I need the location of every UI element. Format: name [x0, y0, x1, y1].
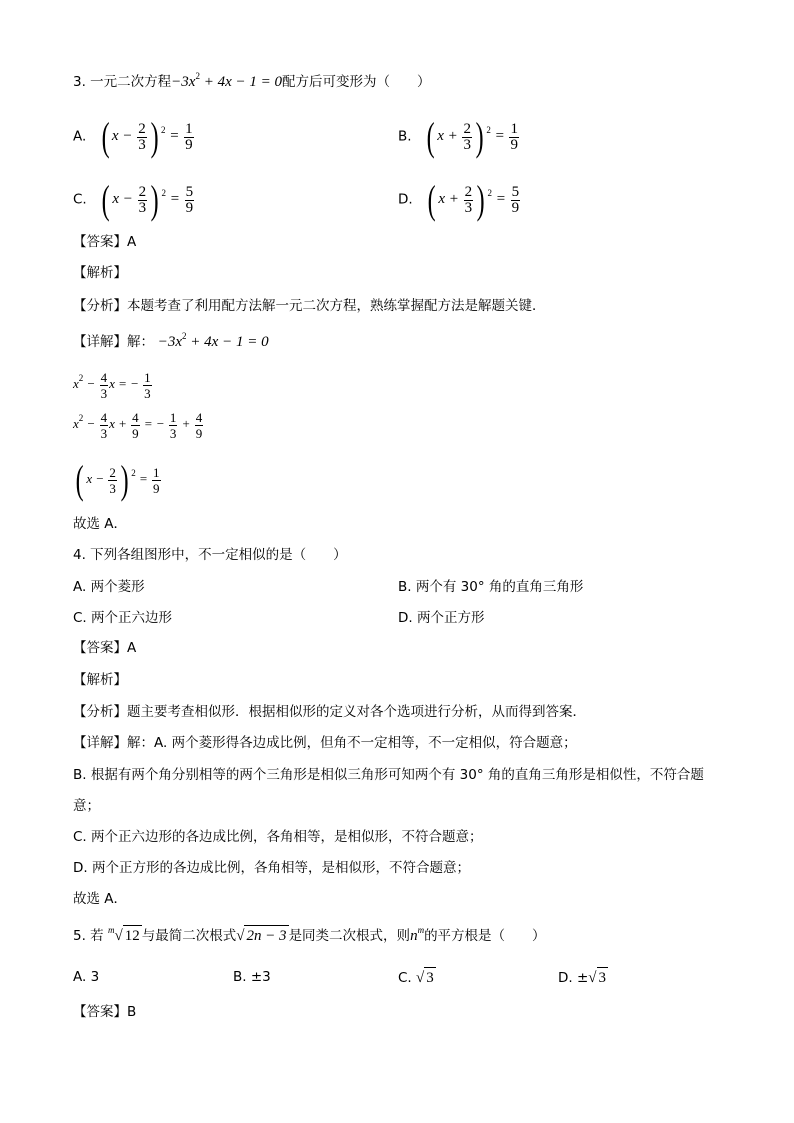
q4-d-line: D. 两个正方形的各边成比例，各角相等，是相似形，不符合题意； [73, 860, 470, 876]
q4-stem: 4. 下列各组图形中，不一定相似的是（ ） [73, 547, 347, 563]
q4-conclusion: 故选 A． [73, 891, 128, 907]
q3-detail-equation: $-3x^2 + 4x - 1 = 0$ [154, 331, 269, 350]
q3-answer: 【答案】A [73, 234, 137, 250]
q3-suffix: 配方后可变形为（ ） [282, 74, 431, 90]
q3-option-b[interactable]: B. ( x + $\frac{2}{3}$ ) $^2$ = $\frac{1}{9}$ [398, 114, 518, 159]
q5-option-b[interactable]: B. ±3 [233, 969, 271, 985]
q4-b-line2: 意； [73, 798, 100, 814]
q4-option-b[interactable]: B. 两个有 30° 角的直角三角形 [398, 579, 584, 595]
q3-option-a[interactable]: A. ( x − $\frac{2}{3}$ ) $^2$ = $\frac{1}{9}$ [73, 114, 193, 159]
q5-answer: 【答案】B [73, 1004, 137, 1020]
q3-step-2: $x^2$ − $\frac{4}{3}$ x + $\frac{4}{9}$ = − $\frac{1}{3}$ + $\frac{4}{9}$ [73, 410, 203, 441]
q5-option-d[interactable]: D. ±√ 3 [558, 967, 608, 988]
q5-option-a[interactable]: A. 3 [73, 969, 100, 985]
q4-option-a[interactable]: A. 两个菱形 [73, 579, 145, 595]
q4-c-line: C. 两个正六边形的各边成比例，各角相等，是相似形，不符合题意； [73, 829, 483, 845]
q3-prefix: 3. 一元二次方程 [73, 74, 172, 90]
q3-equation: $-3x^2 + 4x - 1 = 0$ [171, 71, 283, 90]
q4-option-d[interactable]: D. 两个正方形 [398, 610, 485, 626]
q3-option-a-letter: A. [73, 128, 87, 145]
q3-option-b-letter: B. [398, 128, 412, 145]
q3-option-d[interactable]: D. ( x + $\frac{2}{3}$ ) $^2$ = $\frac{5}{9}$ [398, 177, 520, 222]
q4-answer: 【答案】A [73, 640, 137, 656]
q3-stem [73, 72, 431, 92]
q3-fenxi: 【分析】本题考查了利用配方法解一元二次方程，熟练掌握配方法是解题关键． [73, 298, 546, 314]
q3-option-d-letter: D. [398, 191, 413, 208]
q5-power: $n^m$ [410, 925, 425, 944]
q3-conclusion: 故选 A． [73, 516, 128, 532]
q3-option-c[interactable]: C. ( x − $\frac{2}{3}$ ) $^2$ = $\frac{5}{9}$ [73, 177, 194, 222]
q4-detail: 【详解】解：A. 两个菱形得各边成比例，但角不一定相等，不一定相似，符合题意； [73, 735, 577, 751]
q5-stem: 5. 若 $^m$√ 12 与最简二次根式√ 2n − 3 是同类二次根式，则$n^m$的平方根是（ ） [73, 925, 546, 944]
q3-step-1: $x^2$ − $\frac{4}{3}$ x = − $\frac{1}{3}$ [73, 370, 151, 401]
q3-detail: 【详解】解： $-3x^2 + 4x - 1 = 0$ [73, 331, 269, 350]
q5-option-c[interactable]: C. √ 3 [398, 967, 436, 988]
q5-root-1: $^m$√ 12 [107, 925, 140, 944]
q4-b-line1: B. 根据有两个角分别相等的两个三角形是相似三角形可知两个有 30° 角的直角三角形是相似性，不符合题 [73, 767, 704, 783]
q4-option-c[interactable]: C. 两个正六边形 [73, 610, 173, 626]
q4-fenxi: 【分析】题主要考查相似形．根据相似形的定义对各个选项进行分析，从而得到答案． [73, 704, 586, 720]
q3-analysis-tag: 【解析】 [73, 265, 127, 281]
q3-option-c-letter: C. [73, 191, 87, 208]
q5-root-2: √ 2n − 3 [236, 928, 288, 944]
q4-analysis-tag: 【解析】 [73, 672, 127, 688]
q3-step-3: ( x − $\frac{2}{3}$ ) $^2$ = $\frac{1}{9}$ [75, 457, 160, 502]
